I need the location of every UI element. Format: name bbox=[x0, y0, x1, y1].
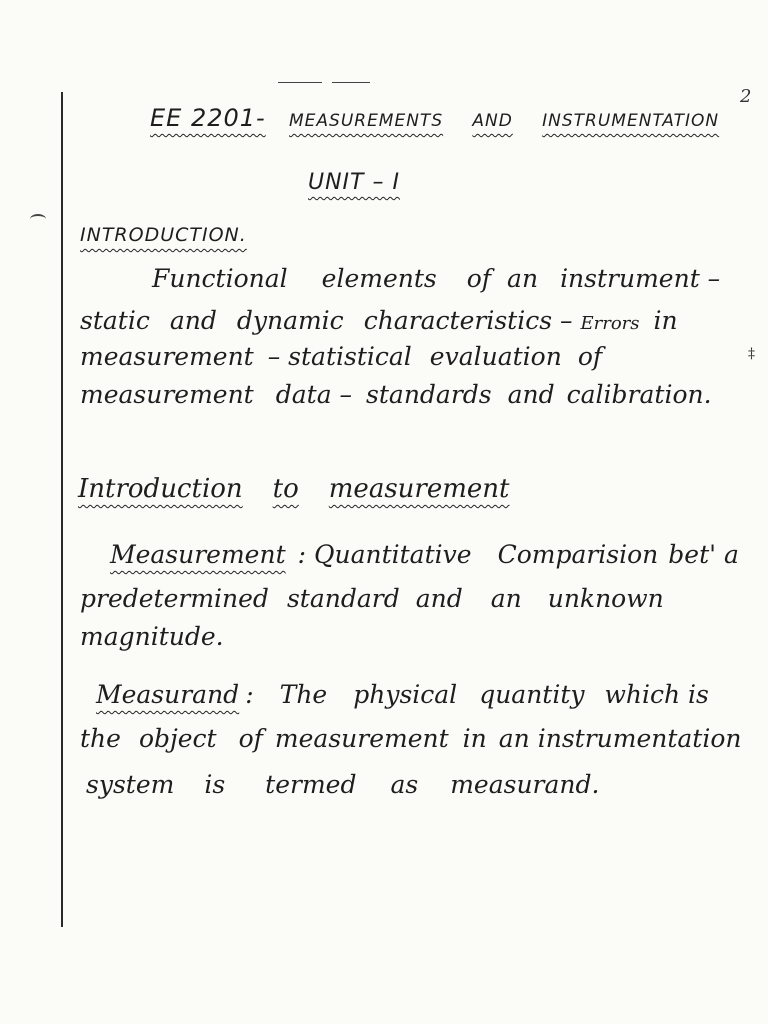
word: termed bbox=[265, 770, 357, 799]
top-rule-dash bbox=[278, 82, 322, 83]
word: data – bbox=[275, 380, 353, 409]
intro-line-1 bbox=[152, 264, 720, 293]
word: and bbox=[507, 380, 555, 409]
word: instrument – bbox=[560, 264, 721, 293]
intro-line-4 bbox=[80, 380, 712, 409]
word: an bbox=[490, 584, 522, 613]
top-rule-dash bbox=[332, 82, 370, 83]
word: – statistical bbox=[267, 342, 412, 371]
introduction-heading bbox=[80, 224, 247, 246]
course-code: EE 2201- bbox=[150, 104, 266, 132]
word: elements bbox=[321, 264, 437, 293]
word: static bbox=[80, 306, 150, 335]
word: of bbox=[238, 724, 263, 753]
word: measurement bbox=[80, 342, 254, 371]
word: Comparision bbox=[497, 540, 659, 569]
word: quantity bbox=[479, 680, 585, 709]
intro-line-2 bbox=[80, 306, 678, 335]
word: characteristics – bbox=[363, 306, 573, 335]
word: calibration. bbox=[566, 380, 712, 409]
measurement-line-3 bbox=[80, 622, 224, 651]
section-heading-word: measurement bbox=[328, 474, 510, 504]
word: is bbox=[204, 770, 226, 799]
intro-line-3 bbox=[80, 342, 602, 371]
title-word: AND bbox=[472, 111, 513, 131]
word: bet' a bbox=[668, 540, 739, 569]
word: evaluation bbox=[429, 342, 562, 371]
measurand-line-1 bbox=[96, 680, 709, 709]
measurand-line-3 bbox=[86, 770, 599, 799]
word: object bbox=[138, 724, 217, 753]
page-number-mark: 2 bbox=[740, 86, 752, 107]
word: which is bbox=[604, 680, 709, 709]
word: measurand. bbox=[450, 770, 600, 799]
word: Errors bbox=[580, 313, 640, 334]
stray-ink-mark: ‡ bbox=[748, 346, 755, 362]
margin-tick-mark bbox=[30, 214, 46, 224]
defined-term: Measurand bbox=[96, 680, 240, 709]
word: system bbox=[86, 770, 175, 799]
section-heading-word: Introduction bbox=[78, 474, 243, 504]
word: of bbox=[466, 264, 492, 293]
introduction-heading-text: INTRODUCTION. bbox=[80, 224, 247, 246]
measurement-line-1 bbox=[110, 540, 739, 569]
word: : bbox=[245, 680, 254, 709]
page-title bbox=[150, 104, 719, 132]
word: standards bbox=[366, 380, 492, 409]
measurement-line-2 bbox=[80, 584, 664, 613]
measurand-line-2 bbox=[80, 724, 742, 753]
word: unknown bbox=[547, 584, 664, 613]
word: and bbox=[415, 584, 463, 613]
word: predetermined bbox=[80, 584, 269, 613]
unit-label: UNIT – I bbox=[308, 170, 400, 195]
word: dynamic bbox=[236, 306, 344, 335]
word: The bbox=[279, 680, 328, 709]
word: of bbox=[577, 342, 603, 371]
word: in bbox=[462, 724, 487, 753]
word: magnitude. bbox=[80, 622, 224, 651]
word: as bbox=[390, 770, 419, 799]
title-word: MEASUREMENTS bbox=[288, 111, 444, 131]
margin-line bbox=[61, 92, 63, 927]
word: the bbox=[80, 724, 121, 753]
word: an instrumentation bbox=[498, 724, 742, 753]
word: standard bbox=[286, 584, 400, 613]
word: in bbox=[653, 306, 678, 335]
word: and bbox=[169, 306, 217, 335]
word: : Quantitative bbox=[297, 540, 472, 569]
unit-heading bbox=[308, 170, 400, 195]
word: Functional bbox=[152, 264, 288, 293]
title-word: INSTRUMENTATION bbox=[542, 111, 720, 131]
section-heading-word: to bbox=[272, 474, 299, 504]
word: measurement bbox=[274, 724, 449, 753]
word: measurement bbox=[80, 380, 254, 409]
word: physical bbox=[353, 680, 458, 709]
section-heading bbox=[78, 474, 509, 504]
word: an bbox=[507, 264, 539, 293]
defined-term: Measurement bbox=[110, 540, 286, 569]
